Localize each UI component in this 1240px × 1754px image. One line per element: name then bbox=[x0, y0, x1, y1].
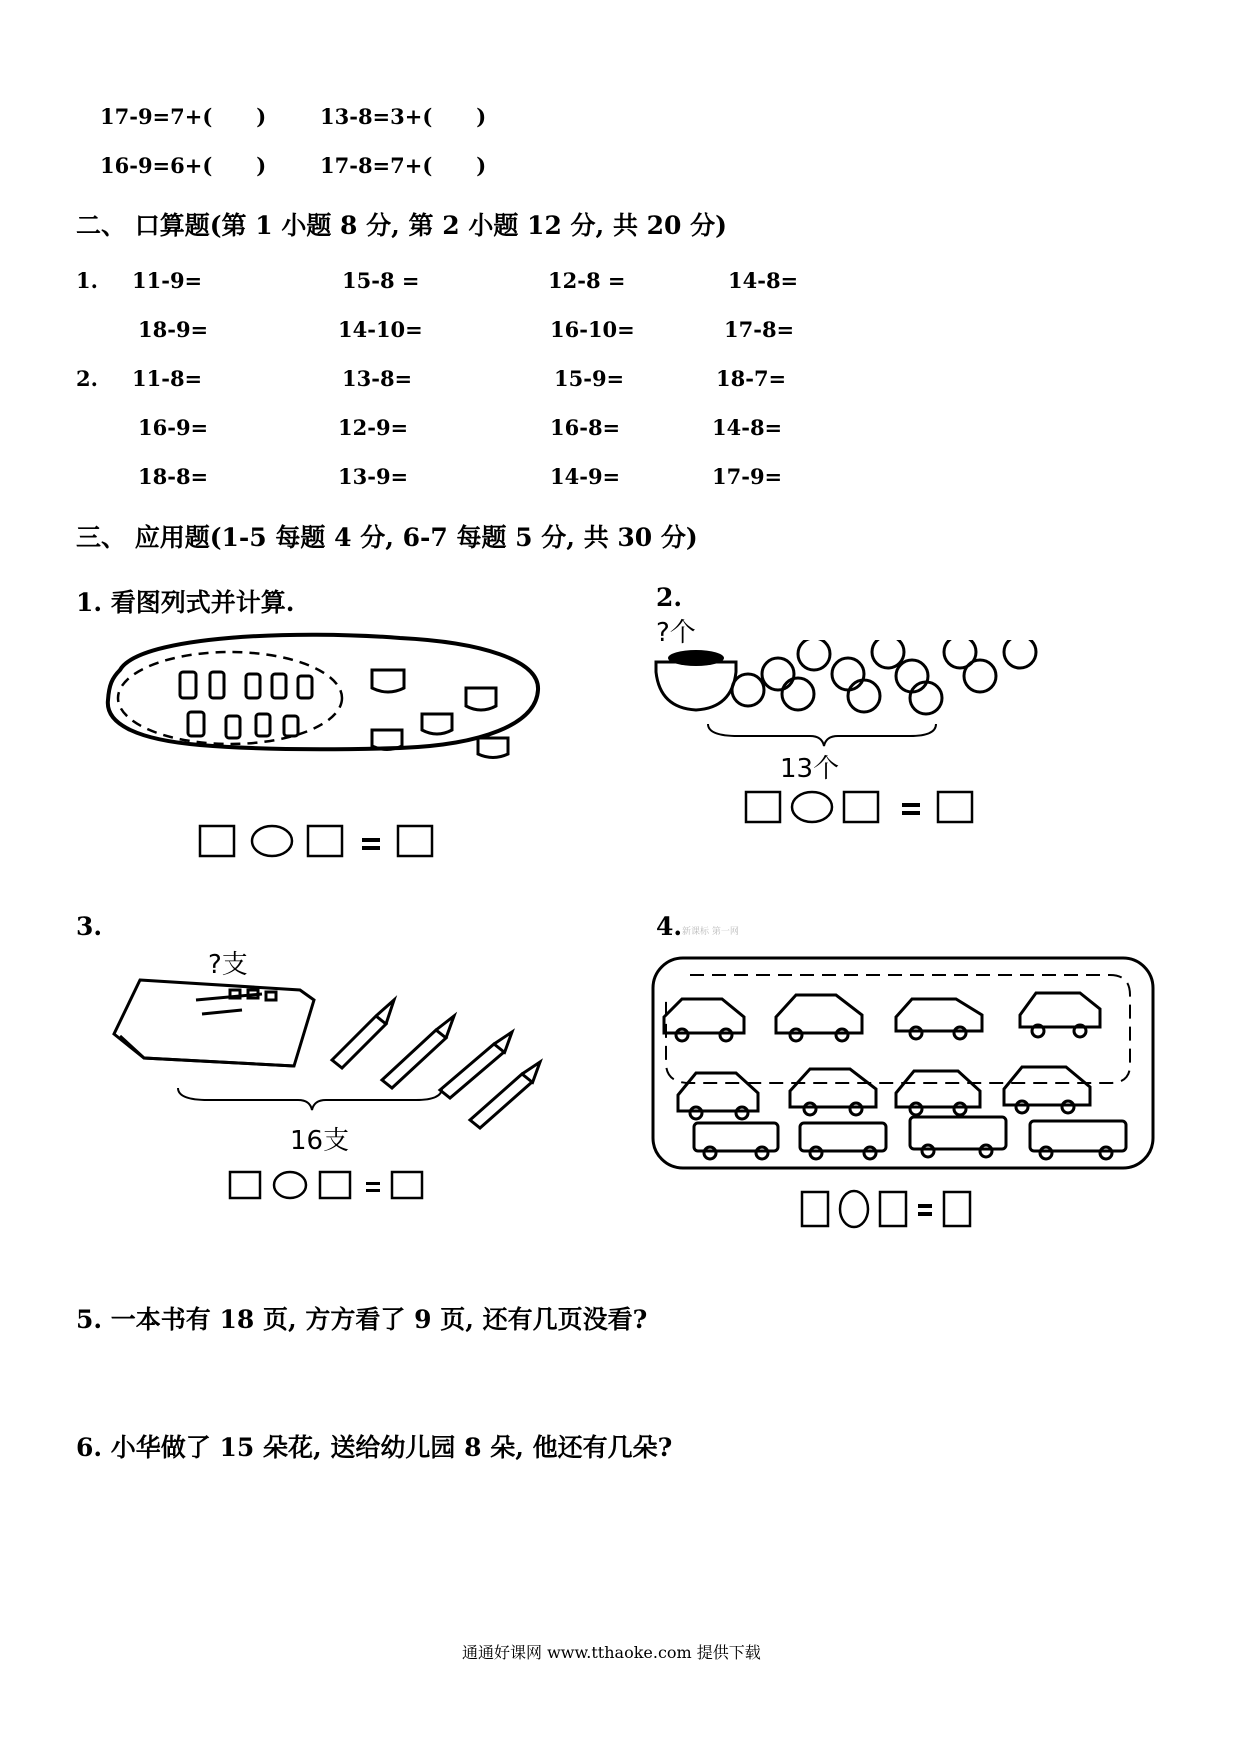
q1-expr: 14-8= bbox=[728, 268, 799, 293]
q1-expr: 11-9= bbox=[132, 268, 203, 293]
fill-blank-expr: 13-8=3+( bbox=[320, 104, 433, 129]
problem-3-total-label: 16支 bbox=[290, 1126, 350, 1156]
problem-2-unknown-label: ?个 bbox=[656, 618, 696, 648]
q2-expr: 12-9= bbox=[338, 415, 409, 440]
section3-title: 三、 应用题(1-5 每题 4 分, 6-7 每题 5 分, 共 30 分) bbox=[76, 523, 698, 552]
q2-expr: 13-8= bbox=[342, 366, 413, 391]
fill-blank-expr: 17-9=7+( bbox=[100, 104, 213, 129]
fill-blank-expr: 16-9=6+( bbox=[100, 153, 213, 178]
q1-expr: 15-8 = bbox=[342, 268, 420, 293]
q1-expr: 18-9= bbox=[138, 317, 209, 342]
equation-boxes-1 bbox=[200, 826, 432, 856]
q2-expr: 17-9= bbox=[712, 464, 783, 489]
fill-blank-close: ) bbox=[256, 104, 267, 129]
q1-expr: 14-10= bbox=[338, 317, 423, 342]
problem-2-total-label: 13个 bbox=[780, 754, 840, 784]
q2-expr: 11-8= bbox=[132, 366, 203, 391]
problem-6: 6. 小华做了 15 朵花, 送给幼儿园 8 朵, 他还有几朵? bbox=[76, 1433, 673, 1462]
q1-expr: 16-10= bbox=[550, 317, 635, 342]
problem-3-label: 3. bbox=[76, 912, 103, 941]
q2-label: 2. bbox=[76, 366, 98, 391]
fill-blank-close: ) bbox=[476, 104, 487, 129]
watermark-text: 新课标 第一网 bbox=[682, 927, 739, 937]
q2-expr: 14-9= bbox=[550, 464, 621, 489]
fill-blank-1 bbox=[100, 104, 266, 129]
q2-expr: 15-9= bbox=[554, 366, 625, 391]
equation-boxes-4 bbox=[802, 1191, 970, 1227]
equation-boxes-3 bbox=[230, 1172, 422, 1198]
fill-blank-2 bbox=[320, 104, 486, 129]
problem-3-unknown-label: ?支 bbox=[208, 950, 248, 980]
problem-4-label: 4. bbox=[656, 912, 683, 941]
q2-expr: 18-7= bbox=[716, 366, 787, 391]
fill-blank-3 bbox=[100, 153, 266, 178]
footer-text: 通通好课网 www.tthaoke.com 提供下载 bbox=[462, 1643, 761, 1662]
fill-blank-4 bbox=[320, 153, 486, 178]
q2-expr: 13-9= bbox=[338, 464, 409, 489]
problem-1-label: 1. 看图列式并计算. bbox=[76, 588, 295, 617]
q1-expr: 12-8 = bbox=[548, 268, 626, 293]
fill-blank-expr: 17-8=7+( bbox=[320, 153, 433, 178]
q1-label: 1. bbox=[76, 268, 98, 293]
figure-cups-mugs bbox=[100, 630, 550, 860]
q2-expr: 16-9= bbox=[138, 415, 209, 440]
figure-basket-apples bbox=[650, 640, 1050, 830]
fill-blank-close: ) bbox=[476, 153, 487, 178]
q1-expr: 17-8= bbox=[724, 317, 795, 342]
figure-pencilcase-pencils bbox=[110, 970, 560, 1200]
section2-title: 二、 口算题(第 1 小题 8 分, 第 2 小题 12 分, 共 20 分) bbox=[76, 211, 727, 240]
figure-cars bbox=[650, 955, 1160, 1230]
q2-expr: 18-8= bbox=[138, 464, 209, 489]
q2-expr: 16-8= bbox=[550, 415, 621, 440]
q2-expr: 14-8= bbox=[712, 415, 783, 440]
problem-2-label: 2. bbox=[656, 583, 683, 612]
fill-blank-close: ) bbox=[256, 153, 267, 178]
problem-5: 5. 一本书有 18 页, 方方看了 9 页, 还有几页没看? bbox=[76, 1305, 648, 1334]
equation-boxes-2 bbox=[746, 792, 972, 822]
